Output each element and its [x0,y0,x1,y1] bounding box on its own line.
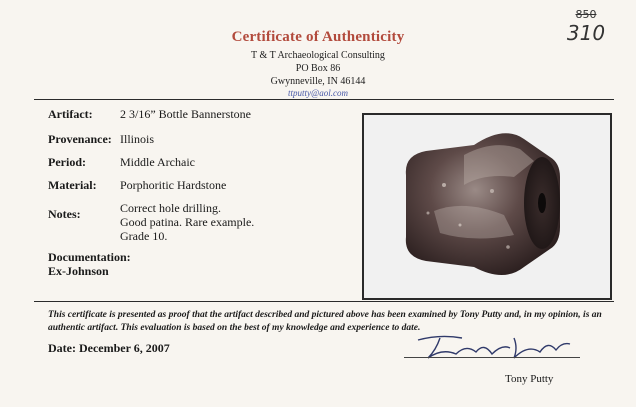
field-line: Middle Archaic [120,155,195,169]
field-label: Notes: [48,207,81,221]
documentation-value: Ex-Johnson [48,264,109,278]
field-label: Material: [48,178,97,192]
email-link[interactable]: ttputty@aol.com [287,88,349,98]
field-line: Correct hole drilling. [120,201,221,215]
field-value [120,132,154,146]
field-value [120,201,254,243]
field-line: Good patina. Rare example. [120,215,255,229]
new-price: 310 [566,21,606,45]
field-line: 2 3/16” Bottle Bannerstone [120,107,251,121]
po-box: PO Box 86 [295,63,341,74]
field-line: Illinois [120,132,155,146]
city-line: Gwynneville, IN 46144 [270,76,366,87]
bannerstone-image [364,115,610,298]
field-value [120,178,226,192]
signature-line [404,357,580,358]
bannerstone-photo [362,113,612,300]
disclaimer-text: This certificate is presented as proof that the artifact described and pictured above has been examined by Tony Putty and, in my opinion, is an authentic artifact. This evaluation is based on the best of my knowledge and experience to date. [48,310,602,333]
field-value [120,107,251,121]
certificate-date: Date: December 6, 2007 [48,341,170,355]
signer-name: Tony Putty [505,373,554,385]
field-label: Provenance: [48,132,112,146]
email-line [0,88,636,99]
field-label: Period: [48,155,86,169]
signature-image [410,330,580,364]
field-line: Grade 10. [120,229,168,243]
top-divider [34,99,614,100]
certificate-title: Certificate of Authenticity [231,29,405,45]
field-label: Artifact: [48,107,93,121]
old-price: 850 [575,8,597,21]
documentation-label: Documentation: [48,250,131,264]
company-name: T & T Archaeological Consulting [251,50,385,61]
bottom-divider [34,301,614,302]
field-value [120,155,195,169]
field-line: Porphoritic Hardstone [120,178,227,192]
